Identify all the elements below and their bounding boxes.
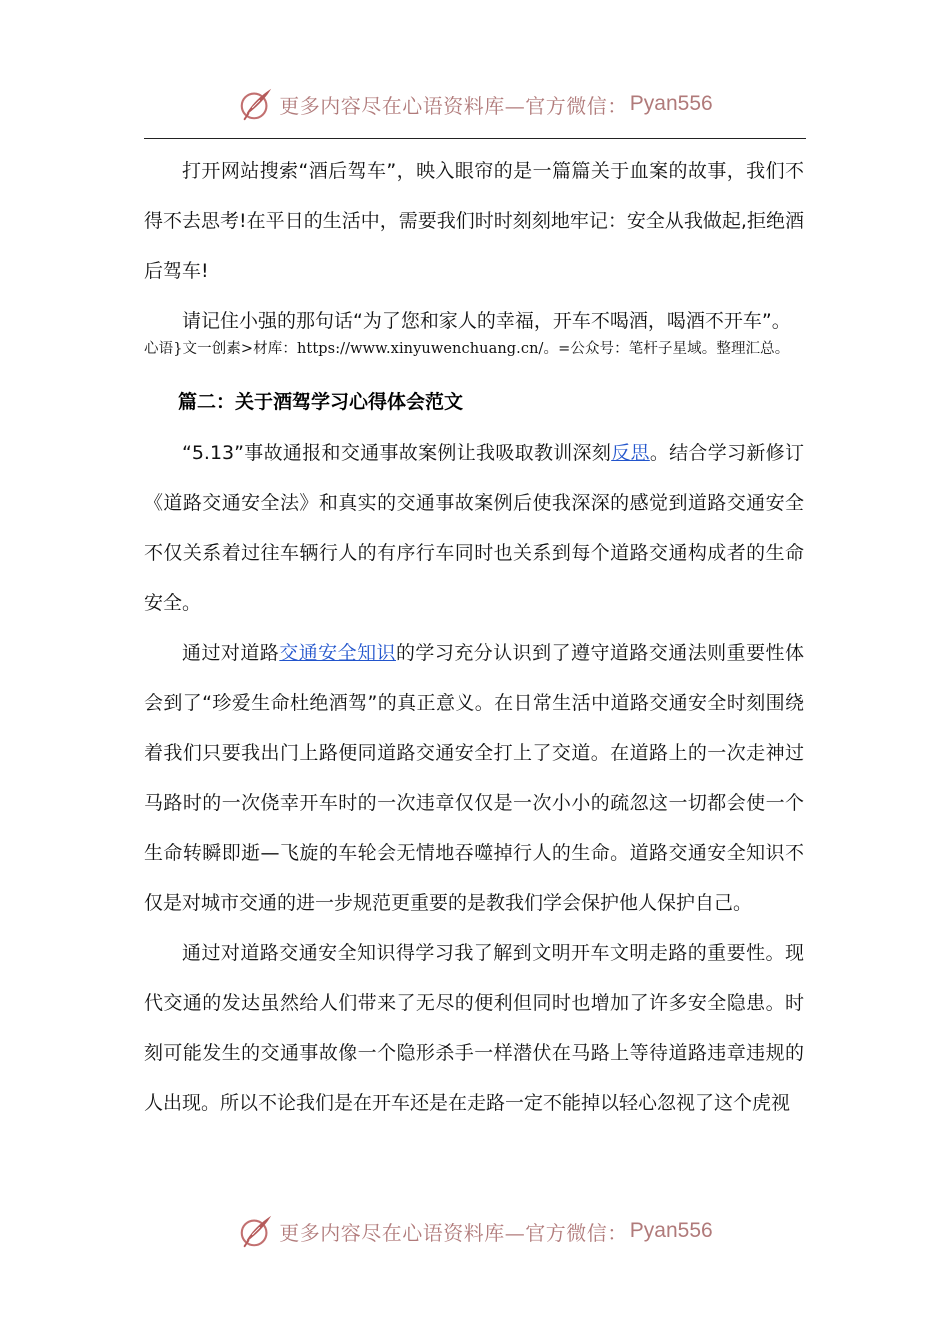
paragraph-4-text-a: 通过对道路 xyxy=(182,642,280,664)
section-heading: 篇二：关于酒驾学习心得体会范文 xyxy=(178,391,464,413)
paragraph-4 xyxy=(144,628,804,928)
header-banner xyxy=(0,82,950,126)
source-note: 心语}文一创素>材库：https://www.xinyuwenchuang.cn/。=公众号：笔杆子星域。整理汇总。 xyxy=(144,341,790,357)
footer-banner-handle: Pyan556 xyxy=(629,1219,713,1242)
paragraph-1: 打开网站搜索“酒后驾车”，映入眼帘的是一篇篇关于血案的故事，我们不得不去思考!在平日的生活中，需要我们时时刻刻地牢记：安全从我做起,拒绝酒后驾车! xyxy=(144,160,804,282)
footer-banner xyxy=(0,1209,950,1253)
paragraph-3-text-a: “5.13”事故通报和交通事故案例让我吸取教训深刻 xyxy=(182,442,612,464)
traffic-safety-knowledge-link[interactable]: 交通安全知识 xyxy=(279,642,396,664)
banner-handle: Pyan556 xyxy=(629,92,713,115)
paragraph-2: 请记住小强的那句话“为了您和家人的幸福，开车不喝酒，喝酒不开车”。 xyxy=(182,310,791,332)
paragraph-5: 通过对道路交通安全知识得学习我了解到文明开车文明走路的重要性。现代交通的发达虽然给人们带来了无尽的便利但同时也增加了许多安全隐患。时刻可能发生的交通事故像一个隐形杀手一样潜伏在马路上等待道路违章违规的人出现。所以不论我们是在开车还是在走路一定不能掉以轻心忽视了这个虎视 xyxy=(144,942,804,1114)
footer-banner-text: 更多内容尽在心语资料库—官方微信： xyxy=(279,1220,628,1245)
paragraph-4-text-b: 的学习充分认识到了遵守道路交通法则重要性体会到了“珍爱生命杜绝酒驾”的真正意义。在日常生活中道路交通安全时刻围绕着我们只要我出门上路便同道路交通安全打上了交道。在道路上的一次走神过马路时的一次侥幸开车时的一次违章仅仅是一次小小的疏忽这一切都会使一个生命转瞬即逝—飞旋的车轮会无情地吞噬掉行人的生命。道路交通安全知识不仅是对城市交通的进一步规范更重要的是教我们学会保护他人保护自己。 xyxy=(144,642,804,914)
header-divider xyxy=(144,138,806,139)
paragraph-3 xyxy=(144,428,804,628)
quill-pen-logo-icon xyxy=(237,1212,275,1250)
banner-text: 更多内容尽在心语资料库—官方微信： xyxy=(279,93,628,118)
document-body xyxy=(144,146,804,1128)
quill-pen-logo-icon xyxy=(237,85,275,123)
paragraph-3-text-b: 。结合学习新修订《道路交通安全法》和真实的交通事故案例后使我深深的感觉到道路交通安全不仅关系着过往车辆行人的有序行车同时也关系到每个道路交通构成者的生命安全。 xyxy=(144,442,804,614)
reflection-link[interactable]: 反思 xyxy=(611,442,650,464)
